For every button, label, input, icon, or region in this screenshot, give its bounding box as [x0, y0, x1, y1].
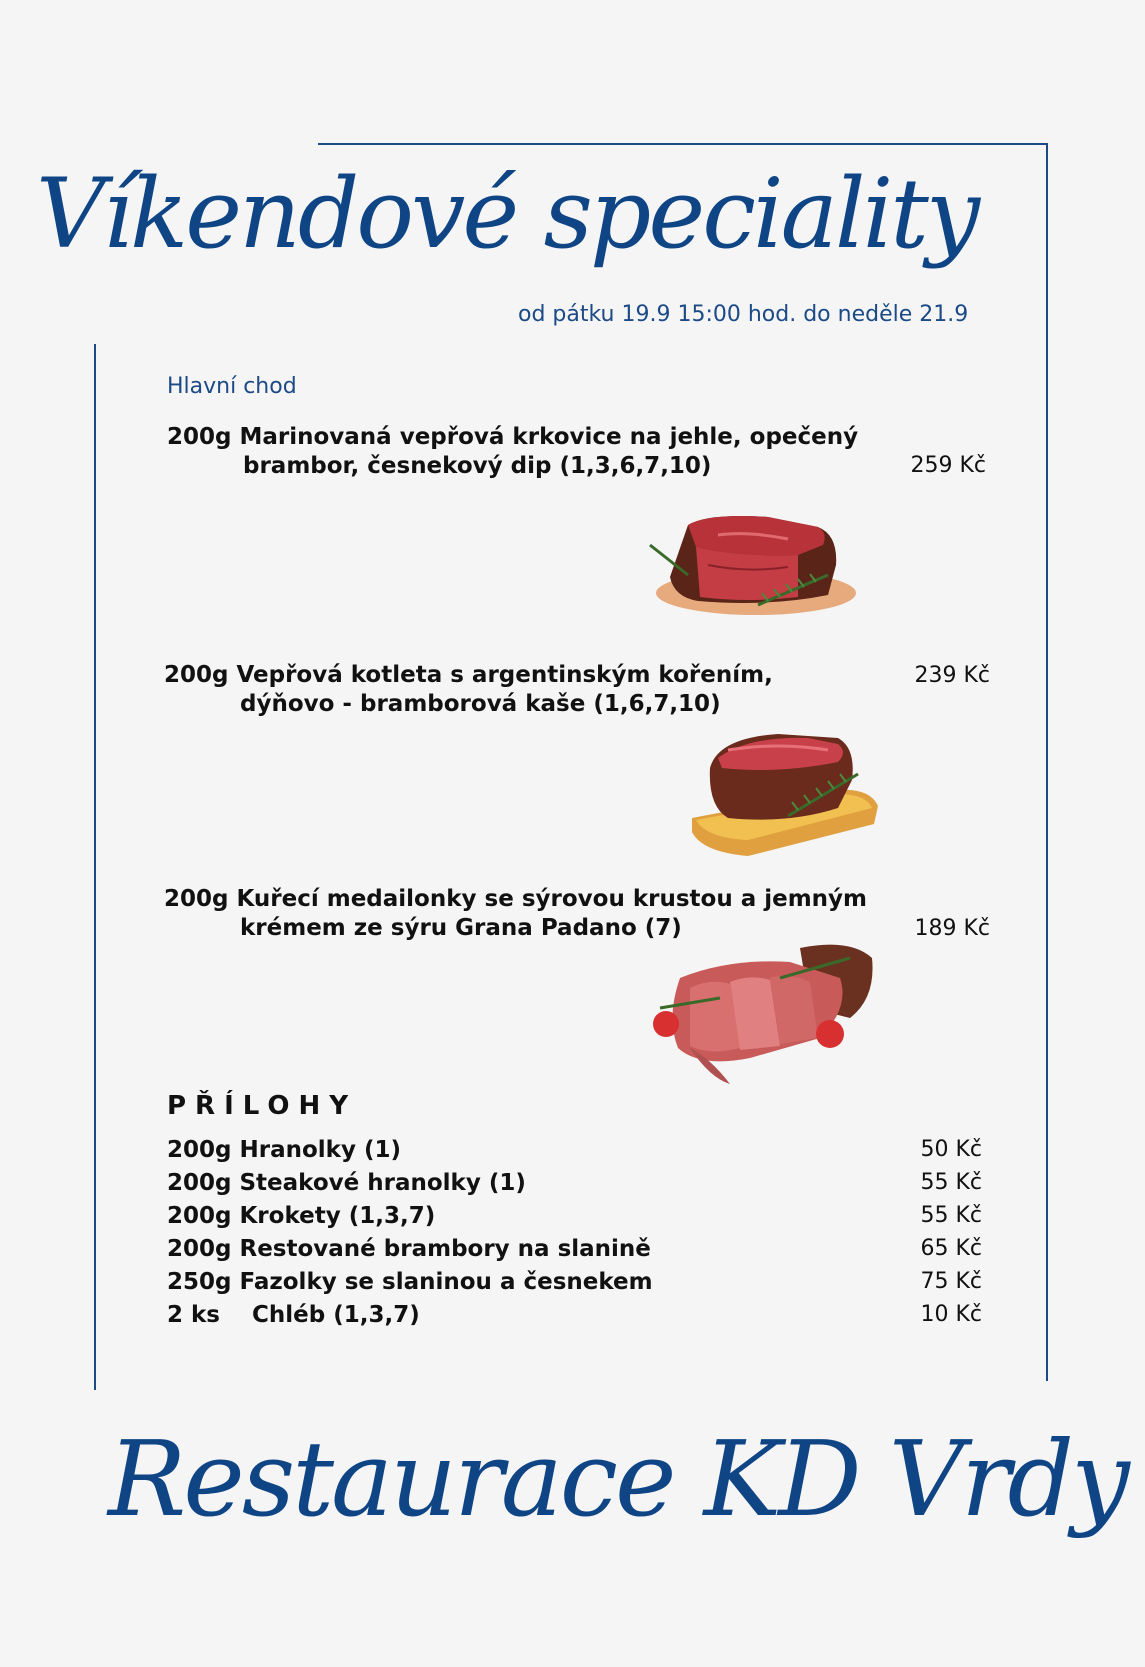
side-price: 75 Kč [920, 1269, 982, 1294]
dish-3-price: 189 Kč [914, 916, 990, 941]
side-row [167, 1236, 982, 1269]
steak-image-2 [688, 728, 882, 860]
sliced-meat-image [650, 938, 878, 1088]
dish-2-line2: dýňovo - bramborová kaše (1,6,7,10) [240, 691, 721, 717]
dish-1-price: 259 Kč [910, 453, 986, 478]
dish-1-line1: 200g Marinovaná vepřová krkovice na jehle, opečený [167, 424, 859, 450]
dish-3-name [164, 885, 867, 943]
side-row [167, 1170, 982, 1203]
side-price: 50 Kč [920, 1137, 982, 1162]
side-row [167, 1269, 982, 1302]
dish-3-line1: 200g Kuřecí medailonky se sýrovou krustou a jemným [164, 886, 868, 912]
dish-1-name [167, 423, 858, 481]
menu-title: Víkendové speciality [36, 158, 978, 270]
side-row [167, 1203, 982, 1236]
side-row [167, 1137, 982, 1170]
frame-left-line [94, 344, 96, 1390]
side-price: 65 Kč [920, 1236, 982, 1261]
dish-2-name [164, 661, 773, 719]
side-name: 2 ks Chléb (1,3,7) [167, 1302, 420, 1328]
restaurant-name: Restaurace KD Vrdy [108, 1418, 1127, 1540]
menu-date-range: od pátku 19.9 15:00 hod. do neděle 21.9 [518, 302, 969, 327]
dish-2-price: 239 Kč [914, 663, 990, 688]
frame-right-line [1046, 143, 1048, 1381]
steak-image-1 [648, 505, 860, 623]
side-name: 250g Fazolky se slaninou a česnekem [167, 1269, 653, 1295]
side-price: 55 Kč [920, 1170, 982, 1195]
dish-1-line2: brambor, česnekový dip (1,3,6,7,10) [243, 453, 712, 479]
side-price: 10 Kč [920, 1302, 982, 1327]
side-price: 55 Kč [920, 1203, 982, 1228]
side-name: 200g Steakové hranolky (1) [167, 1170, 526, 1196]
side-row [167, 1302, 982, 1335]
side-name: 200g Hranolky (1) [167, 1137, 401, 1163]
side-name: 200g Krokety (1,3,7) [167, 1203, 436, 1229]
frame-top-line [318, 143, 1048, 145]
dish-2-line1: 200g Vepřová kotleta s argentinským kořením, [164, 662, 773, 688]
side-name: 200g Restované brambory na slanině [167, 1236, 651, 1262]
main-course-label: Hlavní chod [167, 374, 297, 399]
dish-3-line2: krémem ze sýru Grana Padano (7) [240, 915, 682, 941]
sides-title: PŘÍLOHY [167, 1091, 358, 1121]
